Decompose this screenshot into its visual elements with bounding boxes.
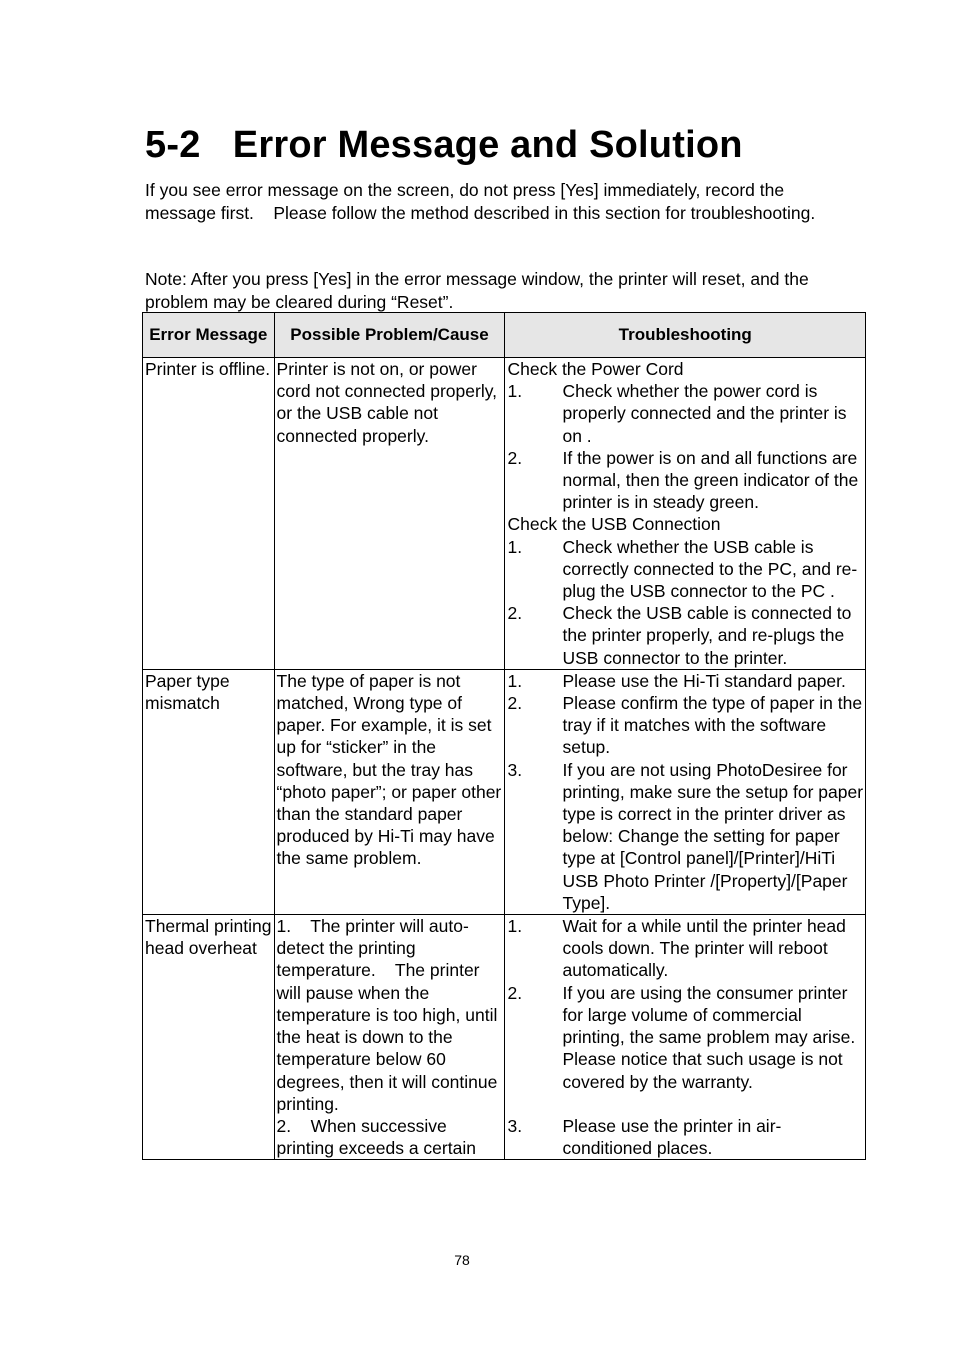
problem-cause-cell: The type of paper is not matched, Wrong type of paper. For example, it is set up for “sticker” in the software, but the tray has “photo paper”; or paper other than the standard paper produced by Hi-Ti may have the same problem. xyxy=(274,669,505,914)
reset-note: Note: After you press [Yes] in the error message window, the printer will reset, and the problem may be cleared during “Reset”. xyxy=(145,269,814,312)
section-heading: Check the USB Connection xyxy=(507,514,721,535)
header-error-message: Error Message xyxy=(143,313,275,358)
list-item xyxy=(507,982,864,1115)
step-text: Check the USB cable is connected to the printer properly, and re-plugs the USB connector to the printer. xyxy=(562,603,852,668)
step-text: If you are not using PhotoDesiree for printing, make sure the setup for paper type is correct in the printer driver as below: Change the setting for paper type at [Control panel]/[Printer]/HiTi USB Photo Printer /[Property]/[Paper Type]. xyxy=(562,759,864,913)
troubleshooting-cell xyxy=(505,669,866,914)
page-number: 78 xyxy=(454,1252,470,1268)
step-number: 1. xyxy=(507,916,523,937)
header-possible-problem: Possible Problem/Cause xyxy=(274,313,505,358)
error-message-cell: Printer is offline. xyxy=(143,358,275,670)
step-number: 2. xyxy=(507,447,523,468)
troubleshooting-cell xyxy=(505,915,866,1160)
step-number: 1. xyxy=(507,381,523,402)
table-row xyxy=(143,915,866,1160)
page-title: 5-2 Error Message and Solution xyxy=(145,124,743,166)
step-number: 1. xyxy=(507,536,523,557)
list-item xyxy=(507,1115,864,1159)
list-item xyxy=(507,447,864,514)
step-text: Wait for a while until the printer head cools down. The printer will reboot automatically. xyxy=(562,916,846,981)
step-number: 2. xyxy=(507,603,523,624)
section-heading: Check the Power Cord xyxy=(507,359,684,379)
step-number: 1. xyxy=(507,670,523,691)
list-item xyxy=(507,602,864,669)
list-item xyxy=(507,759,864,914)
step-number: 2. xyxy=(507,982,523,1003)
problem-cause-cell: Printer is not on, or power cord not connected properly, or the USB cable not connected properly. xyxy=(274,358,505,670)
step-text: Check whether the power cord is properly connected and the printer is on . xyxy=(562,381,847,446)
list-item xyxy=(507,380,864,447)
step-number: 3. xyxy=(507,759,523,780)
header-troubleshooting: Troubleshooting xyxy=(505,313,866,358)
step-text: If you are using the consumer printer for large volume of commercial printing, the same problem may arise. Please notice that such usage is not covered by the warranty. xyxy=(562,982,856,1092)
step-text: Please use the printer in air-conditioned places. xyxy=(562,1115,782,1158)
table-row xyxy=(143,669,866,914)
step-text: Check whether the USB cable is correctly connected to the PC, and re-plug the USB connector to the PC . xyxy=(562,536,858,602)
error-message-cell: Paper type mismatch xyxy=(143,669,275,914)
error-solution-table xyxy=(142,312,866,1160)
list-item xyxy=(507,670,864,692)
step-number: 2. xyxy=(507,693,523,714)
step-number: 3. xyxy=(507,1115,523,1136)
table-row xyxy=(143,358,866,670)
step-text: Please use the Hi-Ti standard paper. xyxy=(562,670,846,691)
problem-cause-cell: 1. The printer will auto-detect the printing temperature. The printer will pause when the temperature is too high, until the heat is down to the temperature below 60 degrees, then it will continue printing. 2. When successive printing exceeds a certain xyxy=(274,915,505,1160)
table-header-row xyxy=(143,313,866,358)
intro-paragraph: If you see error message on the screen, do not press [Yes] immediately, record the message first. Please follow the method described in this section for troubleshooting. xyxy=(145,180,816,223)
troubleshooting-cell xyxy=(505,358,866,670)
error-message-cell: Thermal printing head overheat xyxy=(143,915,275,1160)
step-text: Please confirm the type of paper in the tray if it matches with the software setup. xyxy=(562,693,863,758)
list-item xyxy=(507,536,864,603)
list-item xyxy=(507,692,864,759)
step-text: If the power is on and all functions are normal, then the green indicator of the printer is in steady green. xyxy=(562,447,859,513)
list-item xyxy=(507,915,864,982)
